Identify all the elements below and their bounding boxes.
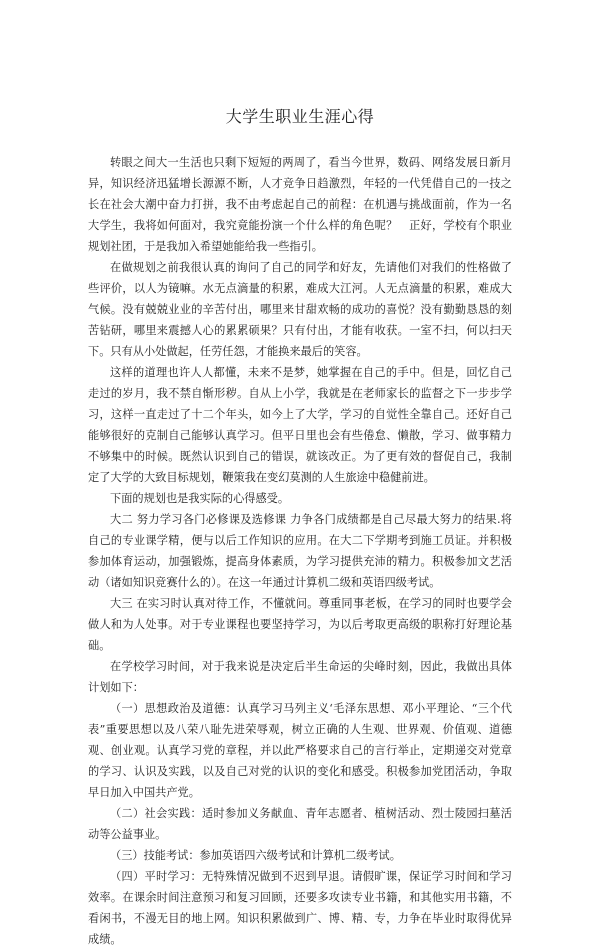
paragraph-sophomore-plan: 大二 努力学习各门必修课及选修课 力争各门成绩都是自己尽最大努力的结果.将自己的专业课学精，便与以后工作知识的应用。在大二下学期考到施工员证。并积极参加体育运动，加强锻炼，提高身体素质，为学习提供充沛的精力。积极参加文艺活动（诸如知识竞赛什么的）。在这一年通过计算机二级和英语四级考试。 (88, 513, 512, 589)
plan-item-politics: （一）思想政治及道德：认真学习马列主义‘毛泽东思想、邓小平理论、“三个代表”重要思想以及八荣八耻先进荣辱观，树立正确的人生观、世界观、价值观、道德观、创业观。认真学习党的章程，并以此严格要求自己的言行举止，定期递交对党章的学习、认识及实践，以及自己对党的认识的变化和感受。积极参加党团活动，争取早日加入中国共产党。 (88, 702, 512, 799)
plan-item-skills-exam: （三）技能考试：参加英语四六级考试和计算机二级考试。 (110, 849, 401, 862)
document-title: 大学生职业生涯心得 (225, 107, 375, 126)
plan-item-daily-study: （四）平时学习：无特殊情况做到不迟到早退。请假旷课，保证学习时间和学习效率。在课余时间注意预习和复习回顾，还要多攻读专业书籍，和其他实用书籍，不看闲书，不漫无目的地上网。知识积累做到广、博、精、专，力争在毕业时取得优异成绩。 (88, 870, 512, 946)
paragraph-plan-intro: 下面的规划也是我实际的心得感受。 (110, 492, 290, 505)
paragraph-reflection: 这样的道理也许人人都懂，未来不是梦，她掌握在自己的手中。但是，回忆自己走过的岁月，我不禁自惭形秽。自从上小学，我就是在老师家长的监督之下一步步学习，这样一直走过了十二个年头，如今上了大学，学习的自觉性全靠自己。还好自己能够很好的克制自己能够认真学习。但平日里也会有些倦怠、懒散，学习、做事精力不够集中的时候。既然认识到自己的错误，就该改正。为了更有效的督促自己，我制定了大学的大致目标规划，鞭策我在变幻莫测的人生旅途中稳健前进。 (88, 366, 512, 484)
paragraph-junior-plan: 大三 在实习时认真对待工作，不懂就问。尊重同事老板，在学习的同时也要学会做人和为人处事。对于专业课程也要坚持学习，为以后考取更高级的职称打好理论基础。 (88, 597, 512, 652)
paragraph-intro: 转眼之间大一生活也只剩下短短的两周了，看当今世界，数码、网络发展日新月异，知识经济迅猛增长源源不断，人才竞争日趋激烈，年轻的一代凭借自己的一技之长在社会大潮中奋力打拼，我不由考虑起自己的前程：在机遇与挑战面前，作为一名大学生，我将如何面对，我究竟能扮演一个什么样的角色呢？ 正好，学校有个职业规划社团，于是我加入希望她能给我一些指引。 (88, 156, 512, 253)
paragraph-school-plan-intro: 在学校学习时间，对于我来说是决定后半生命运的尖峰时刻，因此，我做出具体计划如下： (88, 660, 512, 694)
paragraph-self-assessment: 在做规划之前我很认真的询问了自己的同学和好友，先请他们对我们的性格做了些评价，以人为镜嘛。水无点滴量的积累，难成大江河。人无点滴量的积累，难成大气候。没有兢兢业业的辛苦付出，哪里来甘甜欢畅的成功的喜悦？没有勤勤恳恳的刻苦钻研，哪里来震撼人心的累累硕果？只有付出，才能有收获。一室不扫，何以扫天下。只有从小处做起，任劳任怨，才能换来最后的笑容。 (88, 261, 512, 358)
plan-item-social-practice: （二）社会实践：适时参加义务献血、青年志愿者、植树活动、烈士陵园扫墓活动等公益事业。 (88, 807, 512, 841)
